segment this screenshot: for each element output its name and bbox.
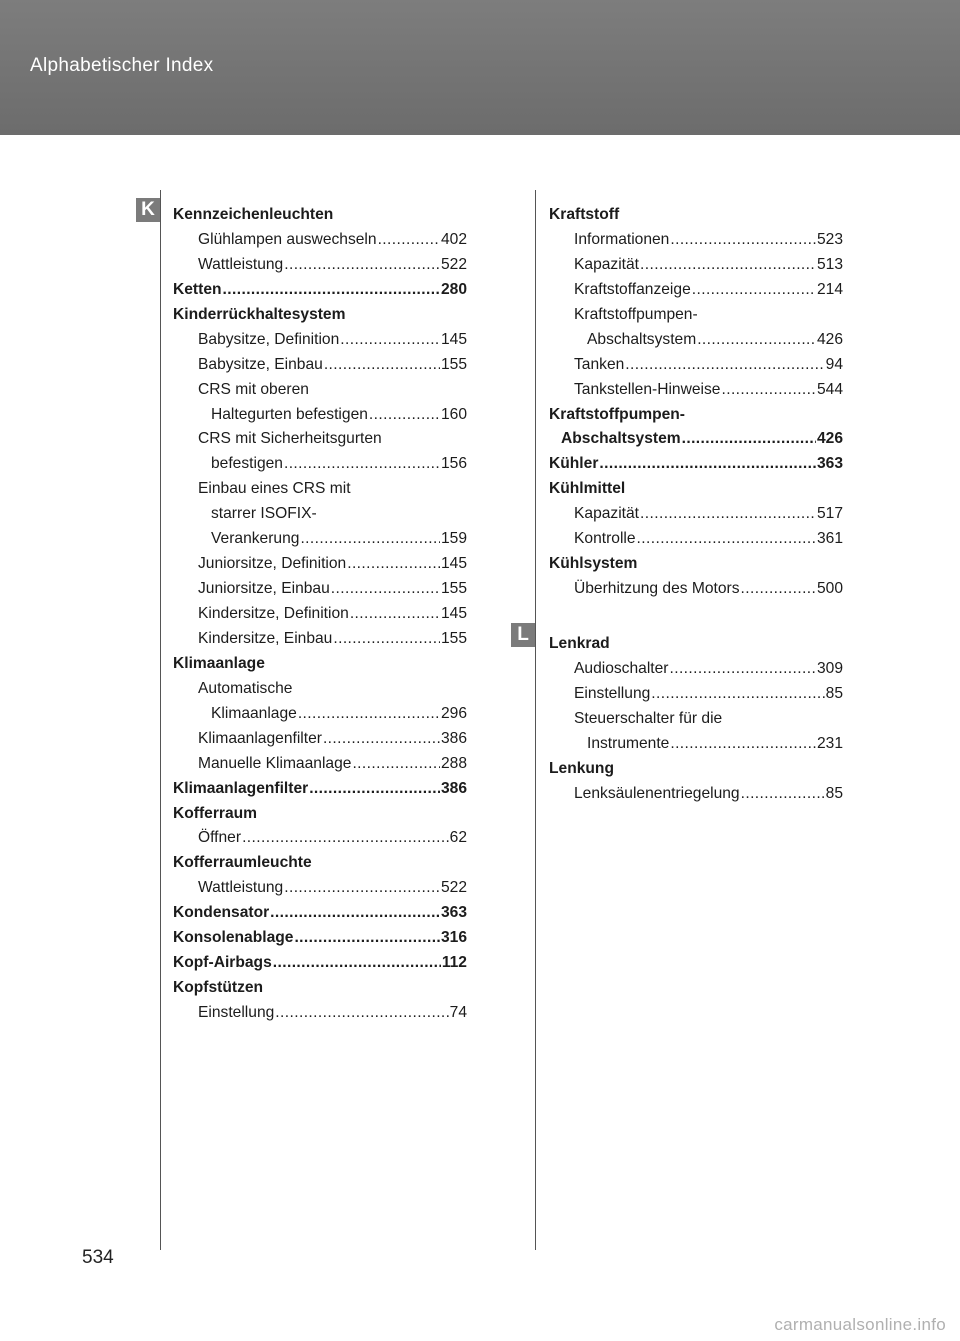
index-entry (173, 477, 467, 502)
index-page-ref: 145 (440, 555, 467, 573)
index-term: Kraftstoffpumpen- (549, 405, 685, 423)
dot-leader (275, 1001, 448, 1026)
index-term: Kindersitze, Definition (198, 605, 349, 622)
dot-leader (223, 278, 440, 303)
index-term: Kraftstoff (549, 206, 620, 223)
index-term: Steuerschalter für die (574, 709, 723, 727)
index-entry (549, 278, 843, 303)
index-page-ref: 363 (816, 455, 843, 473)
index-page-ref: 94 (825, 355, 843, 373)
index-page-ref: 386 (440, 729, 467, 747)
dot-leader (651, 682, 824, 707)
index-term: Automatische (198, 679, 293, 697)
index-page-ref: 361 (816, 530, 843, 548)
dot-leader (242, 826, 449, 851)
dot-leader (347, 552, 440, 577)
dot-leader (294, 926, 440, 951)
index-entry (549, 502, 843, 527)
index-page-ref: 426 (816, 430, 843, 448)
index-entry (549, 552, 843, 577)
index-page-ref: 500 (816, 580, 843, 598)
section-letter-k: K (136, 198, 160, 222)
index-entry (549, 707, 843, 732)
index-entry (549, 527, 843, 552)
index-entry (173, 378, 467, 403)
index-term: befestigen (211, 455, 283, 473)
index-term: Kondensator (173, 904, 270, 922)
index-page-ref: 85 (825, 784, 843, 802)
index-entry (173, 777, 467, 802)
index-entry (549, 682, 843, 707)
index-term: Klimaanlagenfilter (198, 729, 322, 747)
index-entry (173, 627, 467, 652)
index-page-ref: 156 (440, 455, 467, 473)
index-entry (173, 253, 467, 278)
dot-leader (640, 502, 816, 527)
dot-leader (721, 378, 815, 403)
index-page-ref: 402 (440, 230, 467, 248)
dot-leader (352, 752, 440, 777)
index-entry (549, 782, 843, 807)
dot-leader (284, 452, 440, 477)
page-header (0, 0, 960, 135)
index-term: Kopf-Airbags (173, 954, 272, 972)
index-term: Kindersitze, Einbau (198, 629, 333, 647)
index-entry (173, 677, 467, 702)
index-page-ref: 280 (440, 280, 467, 298)
index-term: CRS mit oberen (198, 380, 309, 398)
index-entry (173, 727, 467, 752)
index-page-ref: 74 (449, 1004, 467, 1021)
index-term: Manuelle Klimaanlage (198, 754, 352, 772)
index-column-right (549, 203, 843, 807)
dot-leader (670, 228, 816, 253)
dot-leader (378, 228, 440, 253)
index-term: Ketten (173, 280, 222, 298)
index-term: Kraftstoffanzeige (574, 280, 691, 298)
dot-leader (637, 527, 816, 552)
index-entry (173, 353, 467, 378)
dot-leader (350, 602, 440, 627)
index-entry (549, 632, 843, 657)
index-term: Überhitzung des Motors (574, 580, 740, 598)
index-term: Lenkrad (549, 635, 610, 652)
index-term: Tanken (574, 355, 625, 373)
index-term: CRS mit Sicherheitsgurten (198, 430, 382, 448)
index-group-l (549, 632, 843, 807)
section-letter-l: L (511, 623, 535, 647)
index-page-ref: 523 (816, 230, 843, 248)
index-page-ref: 288 (440, 754, 467, 772)
dot-leader (324, 353, 440, 378)
index-entry (173, 851, 467, 876)
column-divider-right (535, 190, 536, 1250)
index-entry (549, 378, 843, 403)
index-page-ref: 544 (816, 380, 843, 398)
index-term: Babysitze, Definition (198, 330, 340, 348)
index-entry (173, 577, 467, 602)
index-entry (173, 228, 467, 253)
index-term: Verankerung (211, 530, 300, 548)
dot-leader (331, 577, 440, 602)
index-entry (173, 951, 467, 976)
index-page-ref: 85 (825, 684, 843, 702)
index-term: Juniorsitze, Einbau (198, 580, 330, 598)
section-gap (549, 602, 843, 632)
index-entry (173, 502, 467, 527)
index-page-ref: 522 (440, 255, 467, 273)
index-entry (173, 876, 467, 901)
index-term: Klimaanlage (211, 704, 297, 722)
index-entry (173, 652, 467, 677)
index-page-ref: 155 (440, 629, 467, 647)
index-term: starrer ISOFIX- (211, 505, 317, 523)
index-term: Klimaanlagenfilter (173, 779, 309, 797)
index-term: Lenkung (549, 759, 614, 777)
index-term: Kraftstoffpumpen- (574, 305, 698, 323)
index-term: Wattleistung (198, 255, 284, 273)
index-entry (173, 1001, 467, 1026)
index-term: Tankstellen-Hinweise (574, 380, 721, 398)
index-entry (549, 303, 843, 328)
index-entry (173, 328, 467, 353)
index-term: Glühlampen auswechseln (198, 230, 377, 248)
dot-leader (640, 253, 816, 278)
dot-leader (741, 577, 816, 602)
dot-leader (270, 901, 440, 926)
dot-leader (273, 951, 441, 976)
index-entry (173, 752, 467, 777)
index-entry (173, 901, 467, 926)
index-column-left (173, 203, 467, 1026)
index-term: Kopfstützen (173, 979, 264, 997)
index-term: Audioschalter (574, 659, 669, 677)
index-entry (549, 657, 843, 682)
index-term: Abschaltsystem (587, 330, 697, 348)
index-page-ref: 112 (441, 954, 467, 972)
index-entry (173, 403, 467, 428)
dot-leader (697, 328, 816, 353)
index-entry (549, 253, 843, 278)
index-page-ref: 296 (440, 704, 467, 722)
index-term: Kofferraumleuchte (173, 854, 312, 872)
index-entry (173, 802, 467, 827)
index-page-ref: 426 (816, 330, 843, 348)
index-term: Kapazität (574, 505, 640, 523)
index-term: Babysitze, Einbau (198, 355, 323, 373)
index-term: Abschaltsystem (561, 430, 681, 448)
index-page-ref: 155 (440, 580, 467, 598)
index-page-ref: 309 (816, 659, 843, 677)
index-term: Einbau eines CRS mit (198, 480, 351, 498)
index-term: Lenksäulenentriegelung (574, 784, 740, 802)
index-page-ref: 145 (440, 605, 467, 622)
index-entry (173, 702, 467, 727)
index-term: Konsolenablage (173, 929, 294, 947)
dot-leader (682, 427, 816, 452)
index-term: Einstellung (198, 1004, 275, 1021)
index-entry (549, 732, 843, 757)
index-entry (549, 427, 843, 452)
index-page-ref: 517 (816, 505, 843, 523)
index-term: Kinderrückhaltesystem (173, 305, 346, 323)
index-entry (549, 403, 843, 428)
index-entry (173, 926, 467, 951)
header-title: Alphabetischer Index (30, 55, 214, 76)
index-page-ref: 316 (440, 929, 467, 947)
index-entry (173, 826, 467, 851)
index-entry (173, 203, 467, 228)
index-term: Wattleistung (198, 879, 284, 897)
dot-leader (340, 328, 440, 353)
index-page-ref: 363 (440, 904, 467, 922)
index-term: Klimaanlage (173, 654, 265, 672)
index-term: Kennzeichenleuchten (173, 206, 334, 223)
index-page-ref: 231 (816, 734, 843, 752)
dot-leader (692, 278, 816, 303)
dot-leader (599, 452, 816, 477)
index-entry (173, 527, 467, 552)
index-term: Haltegurten befestigen (211, 405, 368, 423)
index-entry (173, 552, 467, 577)
index-page-ref: 62 (449, 829, 467, 847)
index-page-ref: 160 (440, 405, 467, 423)
index-page-ref: 522 (440, 879, 467, 897)
index-entry (173, 602, 467, 627)
index-term: Kofferraum (173, 804, 258, 822)
index-term: Kontrolle (574, 530, 636, 548)
index-term: Instrumente (587, 734, 670, 752)
index-term: Öffner (198, 829, 242, 847)
index-term: Juniorsitze, Definition (198, 555, 347, 573)
dot-leader (369, 403, 440, 428)
index-entry (173, 303, 467, 328)
dot-leader (333, 627, 440, 652)
index-page-ref: 145 (440, 330, 467, 348)
index-term: Kühler (549, 455, 599, 473)
index-entry (549, 228, 843, 253)
index-group-k (549, 203, 843, 602)
dot-leader (284, 876, 440, 901)
index-page-ref: 214 (816, 280, 843, 298)
dot-leader (284, 253, 440, 278)
dot-leader (309, 777, 440, 802)
index-entry (549, 477, 843, 502)
dot-leader (741, 782, 825, 807)
dot-leader (323, 727, 440, 752)
page-number: 534 (82, 1247, 114, 1268)
index-entry (549, 353, 843, 378)
index-entry (549, 757, 843, 782)
column-divider-left (160, 190, 161, 1250)
dot-leader (300, 527, 440, 552)
index-entry (173, 427, 467, 452)
index-page-ref: 159 (440, 530, 467, 548)
index-entry (173, 976, 467, 1001)
dot-leader (298, 702, 440, 727)
watermark: carmanualsonline.info (774, 1315, 946, 1334)
index-page-ref: 513 (816, 255, 843, 273)
index-entry (173, 278, 467, 303)
dot-leader (669, 657, 815, 682)
index-entry (173, 452, 467, 477)
index-page-ref: 386 (440, 779, 467, 797)
index-term: Kühlsystem (549, 555, 638, 573)
index-entry (549, 452, 843, 477)
dot-leader (670, 732, 816, 757)
index-entry (549, 328, 843, 353)
index-term: Informationen (574, 230, 670, 248)
index-page-ref: 155 (440, 355, 467, 373)
index-entry (549, 577, 843, 602)
index-term: Kühlmittel (549, 480, 626, 498)
index-term: Einstellung (574, 684, 651, 702)
index-term: Kapazität (574, 255, 640, 273)
index-entry (549, 203, 843, 228)
dot-leader (625, 353, 824, 378)
